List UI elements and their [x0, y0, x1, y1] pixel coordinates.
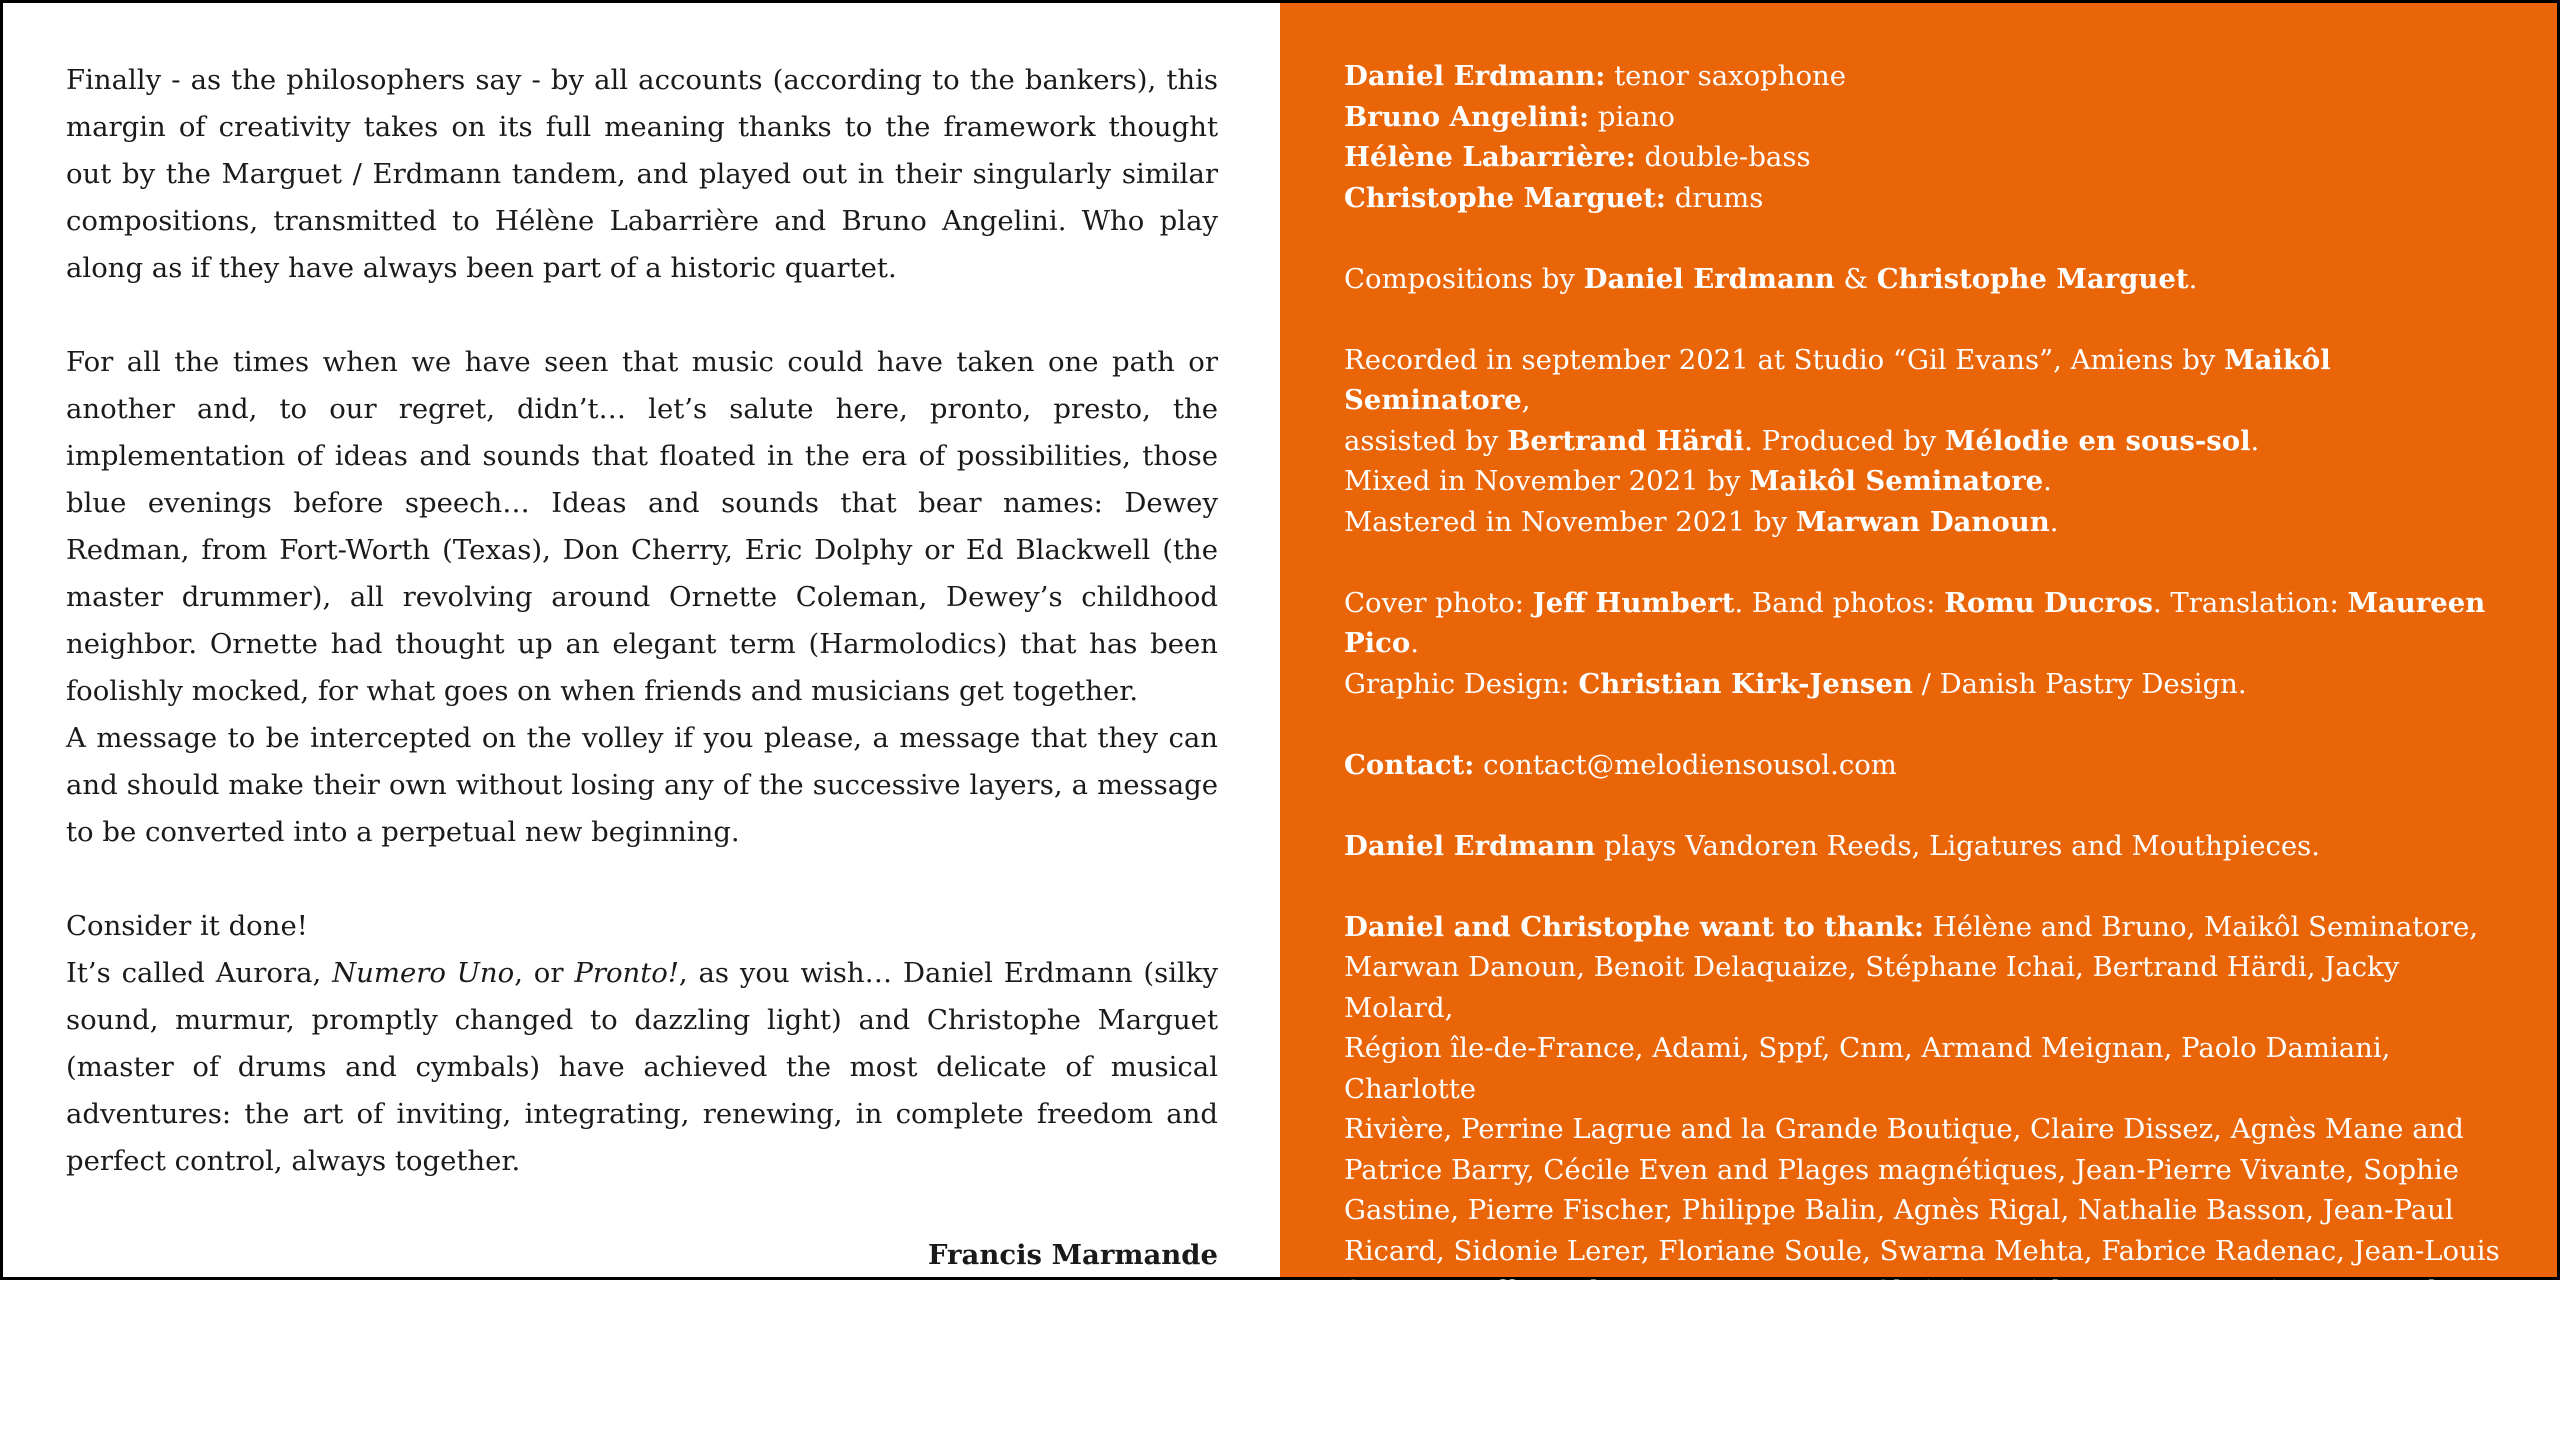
text-run: . — [1410, 627, 1419, 659]
engineer-name: Maikôl Seminatore — [1344, 344, 2331, 417]
thanks-block — [1344, 907, 2517, 1433]
album-title-pronto: Pronto! — [574, 957, 679, 989]
text-run: Recorded in september 2021 at Studio “Gil Evans”, Amiens by — [1344, 344, 2224, 376]
musician-role: tenor saxophone — [1605, 60, 1846, 92]
thanks-line: Région île-de-France, Adami, Sppf, Cnm, Armand Meignan, Paolo Damiani, Charlotte — [1344, 1028, 2517, 1109]
credits-gap — [1344, 785, 2517, 826]
musician-name: Christophe Marguet: — [1344, 182, 1666, 214]
credits-gap — [1344, 866, 2517, 907]
label-name: Mélodie en sous-sol — [1945, 425, 2251, 457]
credit-musician — [1344, 137, 2517, 178]
credits-gap — [1344, 218, 2517, 259]
composer-name: Daniel Erdmann — [1584, 263, 1835, 295]
thanks-line: Patrice Barry, Cécile Even and Plages magnétiques, Jean-Pierre Vivante, Sophie — [1344, 1150, 2517, 1191]
text-run: Compositions by — [1344, 263, 1584, 295]
thanks-line: Maureen Pico, Luc Genetay, Dominique Abdesselam, Arnault Cuisinier, Olivier — [1344, 1312, 2517, 1353]
musician-name: Hélène Labarrière: — [1344, 141, 1636, 173]
engineer-name: Marwan Danoun — [1796, 506, 2050, 538]
text-run: assisted by — [1344, 425, 1507, 457]
text-run: . Translation: — [2153, 587, 2348, 619]
text-run: Cover photo: — [1344, 587, 1533, 619]
text-run: & — [1835, 263, 1877, 295]
liner-paragraph-4: Consider it done! — [66, 903, 1218, 950]
credit-endorsement — [1344, 826, 2517, 867]
text-run: Mastered in November 2021 by — [1344, 506, 1796, 538]
thanks-line: Gastine, Pierre Fischer, Philippe Balin, Agnès Rigal, Nathalie Basson, Jean-Paul — [1344, 1190, 2517, 1231]
liner-paragraph-3: A message to be intercepted on the volley if you please, a message that they can and should make their own without losing any of the successive layers, a message to be converted into a perpetual new beginning. — [66, 715, 1218, 856]
credit-compositions — [1344, 259, 2517, 300]
credit-musician — [1344, 97, 2517, 138]
thanks-line: Acosta, Éric Fery, Isabelle Marguet, Pascale Le Gros, Anne Monteillet, Rita Marcotulli. — [1344, 1352, 2517, 1433]
text-run: / Danish Pastry Design. — [1913, 668, 2247, 700]
contact-label: Contact: — [1344, 749, 1474, 781]
assistant-name: Bertrand Härdi — [1507, 425, 1744, 457]
paragraph-gap — [66, 292, 1218, 339]
engineer-name: Maikôl Seminatore — [1749, 465, 2043, 497]
liner-paragraph-2: For all the times when we have seen that music could have taken one path or another and, to our regret, didn’t… let’s salute here, pronto, presto, the implementation of ideas and sounds that floated in the era of possibilities, those blue evenings before speech… Ideas and sounds that bear names: Dewey Redman, from Fort-Worth (Texas), Don Cherry, Eric Dolphy or Ed Blackwell (the master drummer), all revolving around Ornette Coleman, Dewey’s childhood neighbor. Ornette had thought up an elegant term (Harmolodics) that has been foolishly mocked, for what goes on when friends and musicians get together. — [66, 339, 1218, 715]
credit-assisted — [1344, 421, 2517, 462]
contact-email: contact@melodiensousol.com — [1474, 749, 1897, 781]
credits-gap — [1344, 704, 2517, 745]
thanks-line — [1344, 907, 2517, 948]
endorser-name: Daniel Erdmann — [1344, 830, 1595, 862]
thanks-line: Rivière, Perrine Lagrue and la Grande Boutique, Claire Dissez, Agnès Mane and — [1344, 1109, 2517, 1150]
musician-name: Bruno Angelini: — [1344, 101, 1589, 133]
liner-notes-column — [3, 3, 1280, 1277]
credits-column — [1280, 3, 2557, 1277]
credit-contact — [1344, 745, 2517, 786]
translator-name: Maureen Pico — [1344, 587, 2485, 660]
credit-photos — [1344, 583, 2517, 664]
text-run: , or — [514, 957, 574, 989]
musician-role: piano — [1589, 101, 1675, 133]
credits-gap — [1344, 299, 2517, 340]
text-run: plays Vandoren Reeds, Ligatures and Mouthpieces. — [1595, 830, 2320, 862]
author-signature: Francis Marmande — [66, 1232, 1218, 1279]
credit-musician — [1344, 56, 2517, 97]
credit-mixed — [1344, 461, 2517, 502]
text-run: Hélène and Bruno, Maikôl Seminatore, — [1924, 911, 2478, 943]
musician-role: drums — [1666, 182, 1763, 214]
credit-recorded — [1344, 340, 2517, 421]
paragraph-gap — [66, 1185, 1218, 1232]
thanks-line: Serrato, Jeff Humbert, Romu Ducros, Christian Kirk-Jensen, Francis Marmande, — [1344, 1271, 2517, 1312]
credit-mastered — [1344, 502, 2517, 543]
musician-name: Daniel Erdmann: — [1344, 60, 1605, 92]
text-run: Mixed in November 2021 by — [1344, 465, 1749, 497]
text-run: . — [2189, 263, 2198, 295]
credit-musician — [1344, 178, 2517, 219]
photographer-name: Romu Ducros — [1944, 587, 2153, 619]
text-run: It’s called Aurora, — [66, 957, 332, 989]
thanks-line: Ricard, Sidonie Lerer, Floriane Soule, Swarna Mehta, Fabrice Radenac, Jean-Louis — [1344, 1231, 2517, 1272]
text-run: . — [2043, 465, 2052, 497]
album-title-numero-uno: Numero Uno — [332, 957, 514, 989]
liner-paragraph-1: Finally - as the philosophers say - by all accounts (according to the bankers), this margin of creativity takes on its full meaning thanks to the framework thought out by the Marguet / Erdmann tandem, and played out in their singularly similar compositions, transmitted to Hélène Labarrière and Bruno Angelini. Who play along as if they have always been part of a historic quartet. — [66, 57, 1218, 292]
composer-name: Christophe Marguet — [1877, 263, 2189, 295]
text-run: . — [2050, 506, 2059, 538]
thanks-line: Marwan Danoun, Benoit Delaquaize, Stéphane Ichai, Bertrand Härdi, Jacky Molard, — [1344, 947, 2517, 1028]
photographer-name: Jeff Humbert — [1533, 587, 1735, 619]
text-run: , — [1522, 384, 1531, 416]
thanks-label: Daniel and Christophe want to thank: — [1344, 911, 1924, 943]
paragraph-gap — [66, 856, 1218, 903]
text-run: , as you wish… Daniel Erdmann (silky sound, murmur, promptly changed to dazzling light) and Christophe Marguet (master of drums and cymbals) have achieved the most delicate of musical adventures: the art of inviting, integrating, renewing, in complete freedom and perfect control, always together. — [66, 957, 1218, 1177]
liner-paragraph-5 — [66, 950, 1218, 1185]
designer-name: Christian Kirk-Jensen — [1578, 668, 1913, 700]
credits-gap — [1344, 542, 2517, 583]
text-run: Graphic Design: — [1344, 668, 1578, 700]
text-run: . — [2251, 425, 2260, 457]
text-run: . Produced by — [1744, 425, 1945, 457]
credit-design — [1344, 664, 2517, 705]
text-run: . Band photos: — [1734, 587, 1944, 619]
musician-role: double-bass — [1636, 141, 1811, 173]
